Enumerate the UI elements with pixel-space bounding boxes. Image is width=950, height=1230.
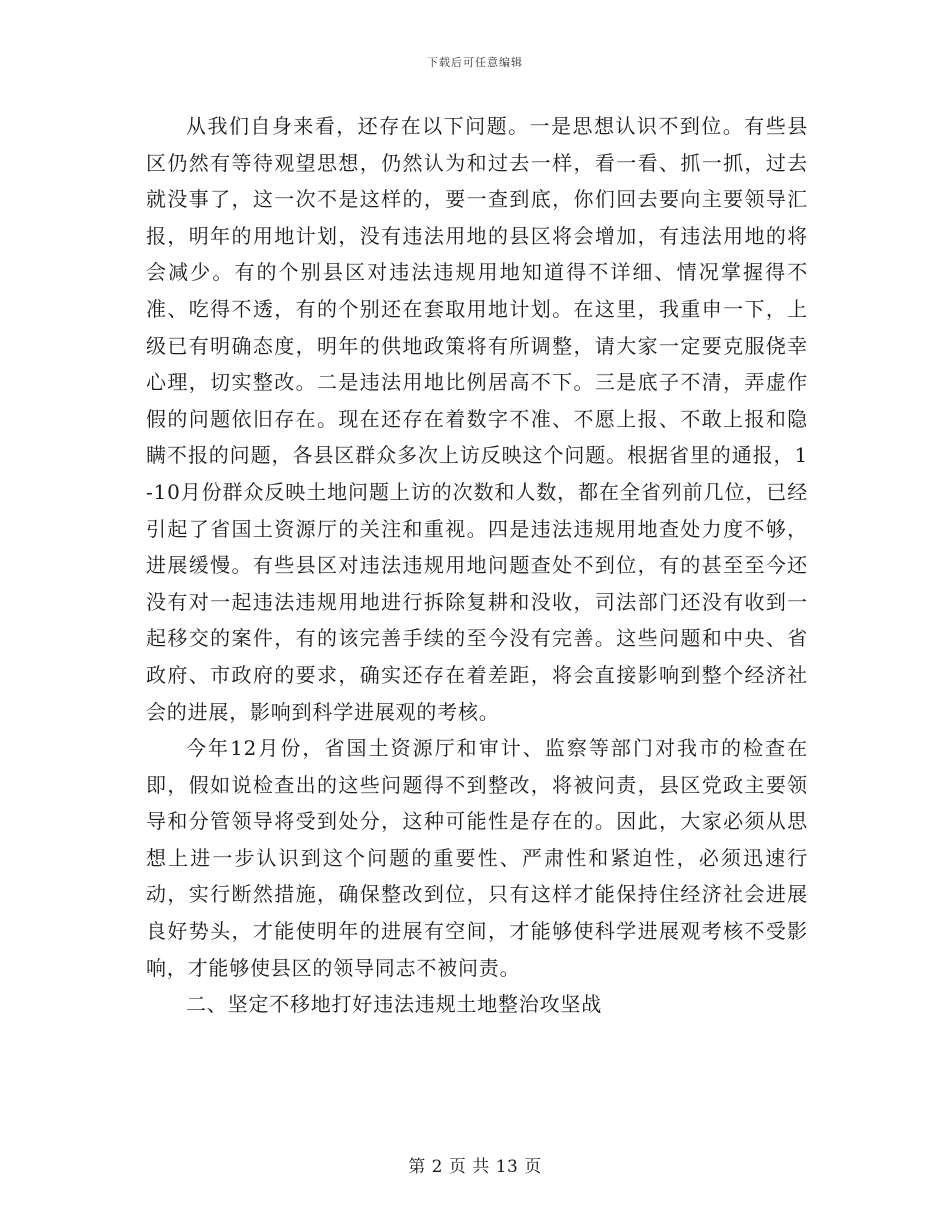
document-body <box>146 108 808 1023</box>
page-number: 第 2 页 共 13 页 <box>408 1157 542 1177</box>
paragraph-problems: 从我们自身来看，还存在以下问题。一是思想认识不到位。有些县区仍然有等待观望思想，仍然认为和过去一样，看一看、抓一抓，过去就没事了，这一次不是这样的，要一查到底，你们回去要向主要领导汇报，明年的用地计划，没有违法用地的县区将会增加，有违法用地的将会减少。有的个别县区对违法违规用地知道得不详细、情况掌握得不准、吃得不透，有的个别还在套取用地计划。在这里，我重申一下，上级已有明确态度，明年的供地政策将有所调整，请大家一定要克服侥幸心理，切实整改。二是违法用地比例居高不下。三是底子不清，弄虚作假的问题依旧存在。现在还存在着数字不准、不愿上报、不敢上报和隐瞒不报的问题，各县区群众多次上访反映这个问题。根据省里的通报，1-10月份群众反映土地问题上访的次数和人数，都在全省列前几位，已经引起了省国土资源厅的关注和重视。四是违法违规用地查处力度不够，进展缓慢。有些县区对违法违规用地问题查处不到位，有的甚至至今还没有对一起违法违规用地进行拆除复耕和没收，司法部门还没有收到一起移交的案件，有的该完善手续的至今没有完善。这些问题和中央、省政府、市政府的要求，确实还存在着差距，将会直接影响到整个经济社会的进展，影响到科学进展观的考核。 <box>146 114 808 724</box>
header-note: 下载后可任意编辑 <box>427 56 523 69</box>
paragraph-inspection: 今年12月份，省国土资源厅和审计、监察等部门对我市的检查在即，假如说检查出的这些问题得不到整改，将被问责，县区党政主要领导和分管领导将受到处分，这种可能性是存在的。因此，大家必须从思想上进一步认识到这个问题的重要性、严肃性和紧迫性，必须迅速行动，实行断然措施，确保整改到位，只有这样才能保持住经济社会进展良好势头，才能使明年的进展有空间，才能够使科学进展观考核不受影响，才能够使县区的领导同志不被问责。 <box>146 736 808 980</box>
section-heading: 二、坚定不移地打好违法违规土地整治攻坚战 <box>186 992 602 1017</box>
